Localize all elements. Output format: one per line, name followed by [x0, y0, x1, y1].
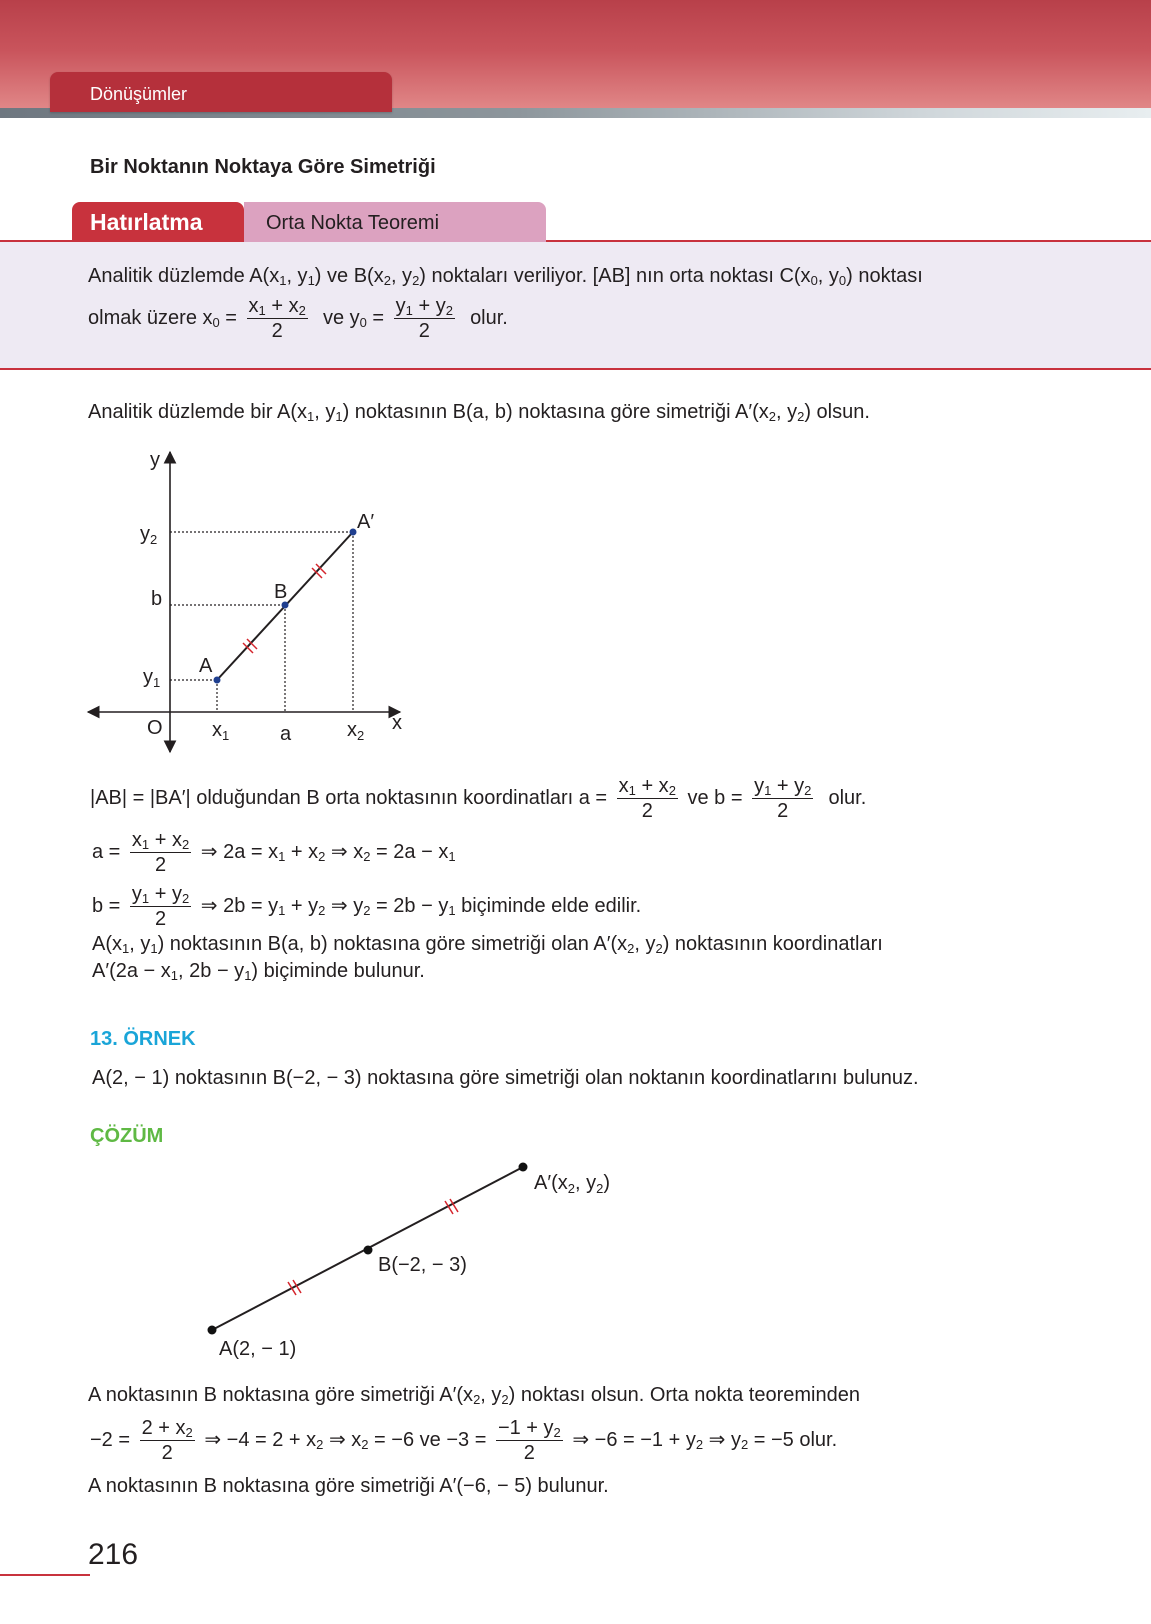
fraction: $\frac{x_1 + x_2}{2}$ — [248, 295, 306, 342]
label-Aprime: A′ — [357, 511, 375, 533]
section-title: Bir Noktanın Noktaya Göre Simetriği — [90, 156, 436, 178]
fraction: $\frac{y_1 + y_2}{2}$ — [754, 775, 812, 822]
page-number: 216 — [88, 1538, 139, 1571]
origin-label: O — [147, 717, 163, 739]
axis-y-label: y — [150, 449, 160, 471]
tick-x1: $x_1$ — [212, 719, 230, 743]
solution-point-A — [208, 1326, 217, 1335]
tick-y2: $y_2$ — [140, 523, 158, 547]
tick-x2: $x_2$ — [347, 719, 365, 743]
example-title: 13. ÖRNEK — [90, 1028, 196, 1050]
fraction: $\frac{x_1 + x_2}{2}$ — [131, 829, 190, 876]
page-number-rule — [0, 1574, 90, 1576]
reminder-subtitle: Orta Nokta Teoremi — [266, 212, 440, 234]
axis-x-label: x — [392, 712, 402, 734]
reminder-tab — [72, 202, 244, 242]
fraction: $\frac{y_1 + y_2}{2}$ — [395, 295, 453, 342]
reminder-line-1: Analitik düzlemde $A(x_1$, $y_1$) ve $B(x_2$, $y_2$) noktaları veriliyor. [AB] nın orta noktası $C(x_0$, $y_0$) noktası — [88, 265, 923, 288]
solution-diagram — [180, 1150, 650, 1370]
derivation-line-4: $A(x_1$, $y_1$) noktasının B(a, b) noktasına göre simetriği olan $A'(x_2$, $y_2$) noktasının koordinatları — [92, 933, 883, 956]
reminder-tab-label: Hatırlatma — [90, 209, 203, 235]
solution-point-B — [364, 1246, 373, 1255]
tick-b: b — [151, 588, 163, 610]
symmetry-graph — [0, 430, 440, 760]
example-question: A(2, − 1) noktasının B(−2, − 3) noktasına göre simetriği olan noktanın koordinatlarını bulunuz. — [92, 1067, 919, 1089]
derivation-line-5: $A'(2a - x_1$, $2b - y_1$) biçiminde bulunur. — [92, 960, 425, 983]
fraction: $\frac{2 + x_2}{2}$ — [141, 1417, 193, 1464]
solution-line-1: A noktasının B noktasına göre simetriği $A'(x_2$, $y_2$) noktası olsun. Orta nokta teoreminden — [88, 1384, 860, 1407]
chapter-tab — [50, 72, 392, 112]
solution-line-3: A noktasının B noktasına göre simetriği A′(−6, − 5) bulunur. — [88, 1475, 609, 1497]
derivation-line-3: b = $\frac{y_1 + y_2}{2}$ ⇒ $2b = y_1 + y_2$ ⇒ $y_2 = 2b - y_1$ biçiminde elde edilir. — [92, 883, 642, 930]
tick-y1: $y_1$ — [143, 666, 161, 690]
fraction: $\frac{x_1 + x_2}{2}$ — [618, 775, 676, 822]
solution-label-Aprime: $A'(x_2$, $y_2$) — [534, 1172, 611, 1196]
reminder-subtitle-tab — [244, 202, 546, 242]
point-Aprime — [350, 529, 357, 536]
reminder-line-2: olmak üzere $x_0$ = $\frac{x_1 + x_2}{2}$ ve $y_0$ = $\frac{y_1 + y_2}{2}$ olur. — [88, 295, 508, 342]
solution-point-Aprime — [519, 1163, 528, 1172]
solution-label-A: A(2, − 1) — [219, 1338, 297, 1360]
label-B: B — [274, 581, 288, 603]
point-A — [214, 677, 221, 684]
solution-title: ÇÖZÜM — [90, 1125, 164, 1147]
intro-text: Analitik düzlemde bir $A(x_1$, $y_1$) noktasının B(a, b) noktasına göre simetriği $A'(x_2$, $y_2$) olsun. — [88, 401, 870, 424]
guide-lines — [170, 532, 353, 712]
derivation-line-1: |AB| = |BA′| olduğundan B orta noktasının koordinatları a = $\frac{x_1 + x_2}{2}$ ve b = $\frac{y_1 + y_2}{2}$ olur. — [90, 775, 867, 822]
fraction: $\frac{-1 + y_2}{2}$ — [497, 1417, 561, 1464]
derivation-line-2: a = $\frac{x_1 + x_2}{2}$ ⇒ $2a = x_1 + x_2$ ⇒ $x_2 = 2a - x_1$ — [92, 829, 456, 876]
solution-line-2: −2 = $\frac{2 + x_2}{2}$ ⇒ $-4 = 2 + x_2$ ⇒ $x_2 = -6$ ve −3 = $\frac{-1 + y_2}{2}$ ⇒ $-6 = -1 + y_2$ ⇒ $y_2 = -5$ olur. — [90, 1417, 838, 1464]
tick-a: a — [280, 723, 292, 745]
fraction: $\frac{y_1 + y_2}{2}$ — [131, 883, 190, 930]
label-A: A — [199, 655, 213, 677]
solution-label-B: B(−2, − 3) — [378, 1254, 467, 1276]
chapter-title: Dönüşümler — [90, 84, 188, 104]
tick-marks — [243, 564, 326, 653]
